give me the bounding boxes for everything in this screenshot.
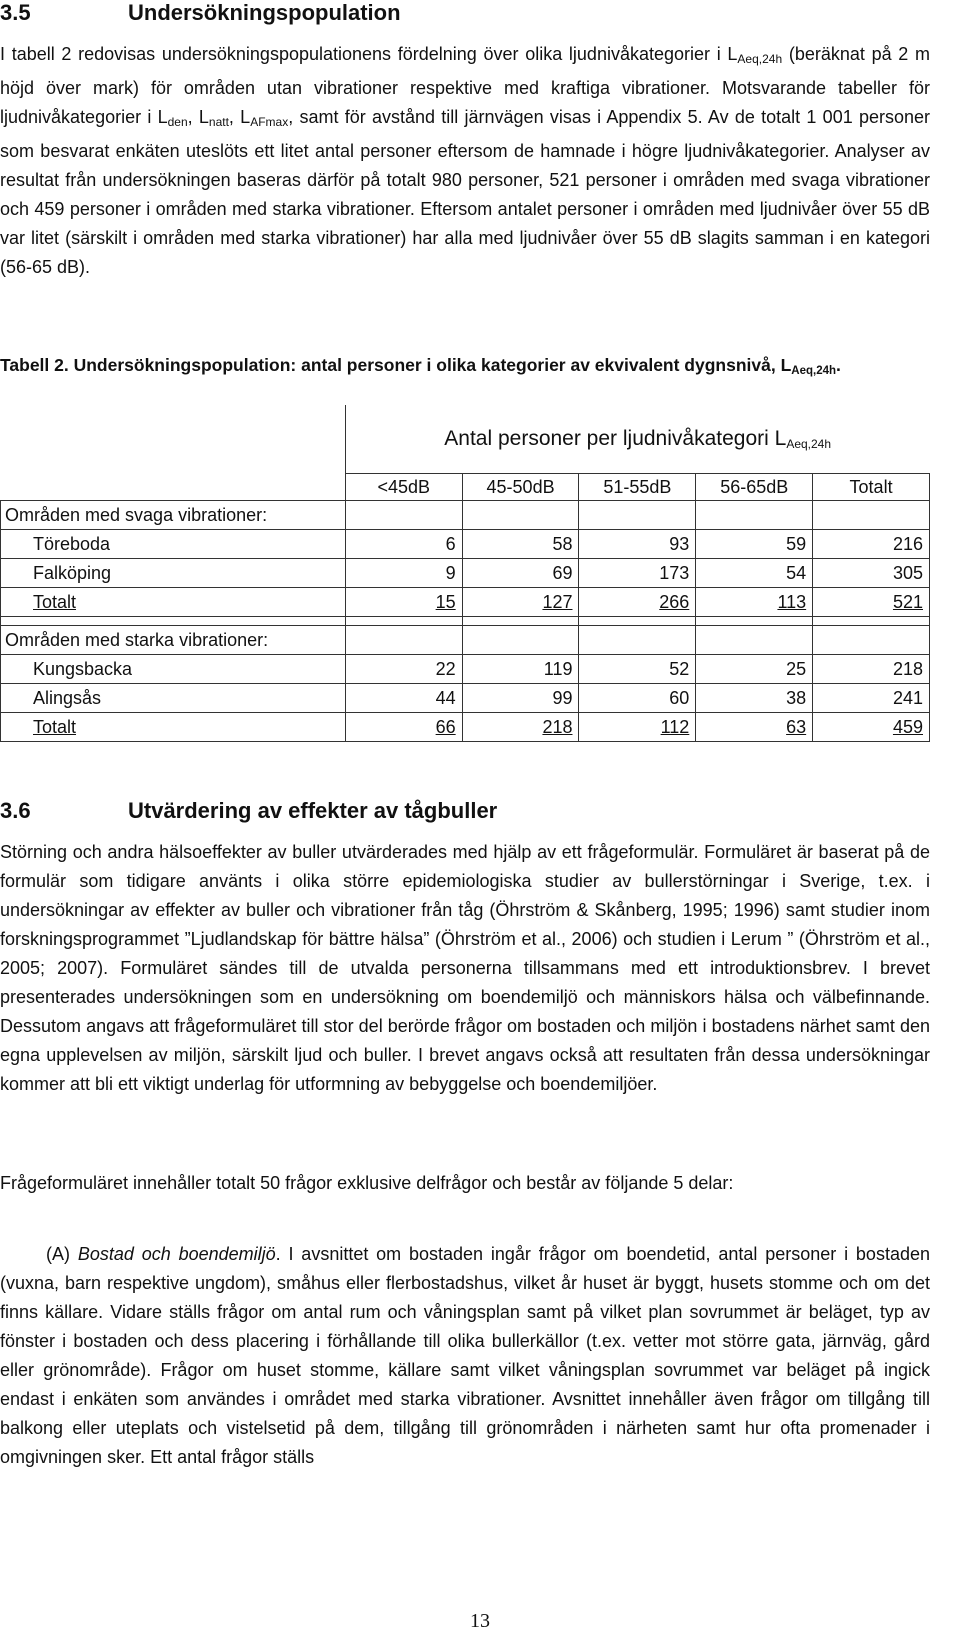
evaluation-paragraph: Störning och andra hälsoeffekter av buller utvärderades med hjälp av ett frågeformulär. Formuläret är baserat på de formulär som tidigare använts i olika större epidemiologiska studier av bullerstörningar i Sverige, t.ex. i undersökningar av effekter av buller och vibrationer från tåg (Öhrström & Skånberg, 1995; 1996) samt studier inom forskningsprogrammet ”Ljudlandskap för bättre hälsa” (Öhrström et al., 2006) och studien i Lerum ” (Öhrström et al., 2005; 2007). Formuläret sändes till de utvalda personerna tillsammans med ett introduktionsbrev. I brevet presenterades undersökningen som en undersökning om boendemiljö och människors hälsa och välbefinnande. Dessutom angavs att frågeformuläret till stor del berörde frågor om bostaden och miljön i bostadens närhet samt den egna upplevelsen av miljön, särskilt ljud och buller. I brevet angavs också att resultaten från dessa undersökningar kommer att bli ett viktigt underlag för utformning av bebyggelse och boendemiljöer. — [0, 842, 930, 1094]
cell: 218 — [813, 655, 930, 684]
cell: 69 — [462, 559, 579, 588]
cell: 112 — [579, 713, 696, 742]
cell: 173 — [579, 559, 696, 588]
laeq-subscript: Aeq,24h — [737, 52, 783, 66]
caption-end: . — [836, 355, 841, 375]
row-label: Töreboda — [1, 530, 346, 559]
table-row — [1, 655, 930, 684]
caption-text: Tabell 2. Undersökningspopulation: antal personer i olika kategorier av ekvivalent dygnsnivå, L — [0, 355, 792, 375]
cell: 127 — [462, 588, 579, 617]
row-label: Kungsbacka — [1, 655, 346, 684]
cell: 44 — [345, 684, 462, 713]
total-row-weak — [1, 588, 930, 617]
cell: 216 — [813, 530, 930, 559]
row-label: Alingsås — [1, 684, 346, 713]
total-row-strong — [1, 713, 930, 742]
lnatt-subscript: natt — [208, 115, 229, 129]
intro-paragraph — [0, 40, 930, 282]
col-header: Totalt — [813, 474, 930, 501]
table-header-row — [1, 474, 930, 501]
form-paragraph: Frågeformuläret innehåller totalt 50 frågor exklusive delfrågor och består av följande 5 delar: — [0, 1173, 734, 1193]
cell: 15 — [345, 588, 462, 617]
col-header: 56-65dB — [696, 474, 813, 501]
cell: 119 — [462, 655, 579, 684]
cell: 218 — [462, 713, 579, 742]
section-title: Utvärdering av effekter av tågbuller — [128, 798, 498, 823]
cell: 241 — [813, 684, 930, 713]
table-caption — [0, 355, 841, 377]
cell: 305 — [813, 559, 930, 588]
cell: 113 — [696, 588, 813, 617]
intro-text-4: , L — [228, 107, 251, 127]
part-a-item — [0, 1240, 930, 1472]
cell: 521 — [813, 588, 930, 617]
page-number: 13 — [470, 1610, 490, 1632]
part-a-text: . I avsnittet om bostaden ingår frågor om boendetid, antal personer i bostaden (vuxna, barn respektive ungdom), småhus eller flerbostadshus, vilket år huset är byggt, husets stomme och om det finns källare. Vidare ställs frågor om antal rum och våningsplan samt på vilket plan sovrummet är beläget, typ av fönster i bostaden och dess placering i förhållande till olika bullerkällor (t.ex. vetter mot större gata, järnväg, gård eller grönområde). Frågor om huset stomme, källare samt vilket våningsplan sovrummet var beläget på ingick endast i enkäten som användes i området med starka vibrationer. Avsnittet innehåller även frågor om tillgång till balkong eller uteplats och vistelsetid på dem, tillgång till grönområden i närheten samt hur ofta promenader i omgivningen sker. Ett antal frågor ställs — [0, 1244, 930, 1467]
spacer-row — [1, 617, 930, 626]
group-row-strong — [1, 626, 930, 655]
row-label: Totalt — [1, 713, 346, 742]
cell: 60 — [579, 684, 696, 713]
group-label-strong: Områden med starka vibrationer: — [1, 626, 346, 655]
cell: 66 — [345, 713, 462, 742]
section-number: 3.5 — [0, 0, 31, 25]
table-title-row — [1, 405, 930, 474]
row-label: Totalt — [1, 588, 346, 617]
intro-text-1: I tabell 2 redovisas undersökningspopulationens fördelning över olika ljudnivåkategorier i L — [0, 44, 738, 64]
lden-subscript: den — [167, 115, 188, 129]
group-row-weak — [1, 501, 930, 530]
table-row — [1, 530, 930, 559]
cell: 38 — [696, 684, 813, 713]
cell: 59 — [696, 530, 813, 559]
cell: 9 — [345, 559, 462, 588]
cell: 54 — [696, 559, 813, 588]
caption-subscript: Aeq,24h — [791, 365, 837, 377]
intro-text-2: (beräknat på 2 m höjd över mark) för områden utan vibrationer respektive med kraftiga vibrationer. Motsvarande tabeller för ljudnivåkategorier i L — [0, 44, 930, 127]
part-a-title: Bostad och boendemiljö — [77, 1244, 276, 1264]
cell: 459 — [813, 713, 930, 742]
col-header: 45-50dB — [462, 474, 579, 501]
cell: 63 — [696, 713, 813, 742]
section-number: 3.6 — [0, 798, 31, 823]
cell: 266 — [579, 588, 696, 617]
cell: 22 — [345, 655, 462, 684]
intro-text-5: , samt för avstånd till järnvägen visas i Appendix 5. Av de totalt 1 001 personer som besvarat enkäten uteslöts ett litet antal personer eftersom de hamnade i högre ljudnivåkategorier. Analyser av resultat från undersökningen baseras därför på totalt 980 personer, 521 personer i områden med svaga vibrationer och 459 personer i områden med starka vibrationer. Eftersom antalet personer i områden med ljudnivåer över 55 dB var litet (särskilt i områden med starka vibrationer) har alla med ljudnivåer över 55 dB slagits samman i en kategori (56-65 dB). — [0, 107, 931, 277]
table-title: Antal personer per ljudnivåkategori L — [444, 427, 787, 450]
cell: 99 — [462, 684, 579, 713]
section-heading-3-5 — [0, 0, 401, 26]
table-title-subscript: Aeq,24h — [786, 437, 832, 451]
row-label: Falköping — [1, 559, 346, 588]
intro-text-3: , L — [187, 107, 209, 127]
table-row — [1, 684, 930, 713]
cell: 58 — [462, 530, 579, 559]
lafmax-subscript: AFmax — [250, 115, 289, 129]
group-label-weak: Områden med svaga vibrationer: — [1, 501, 346, 530]
cell: 25 — [696, 655, 813, 684]
cell: 93 — [579, 530, 696, 559]
col-header: <45dB — [345, 474, 462, 501]
population-table — [0, 405, 930, 742]
section-title: Undersökningspopulation — [128, 0, 401, 25]
table-row — [1, 559, 930, 588]
col-header: 51-55dB — [579, 474, 696, 501]
part-a-label: (A) — [46, 1244, 70, 1264]
section-heading-3-6 — [0, 798, 497, 824]
cell: 52 — [579, 655, 696, 684]
cell: 6 — [345, 530, 462, 559]
